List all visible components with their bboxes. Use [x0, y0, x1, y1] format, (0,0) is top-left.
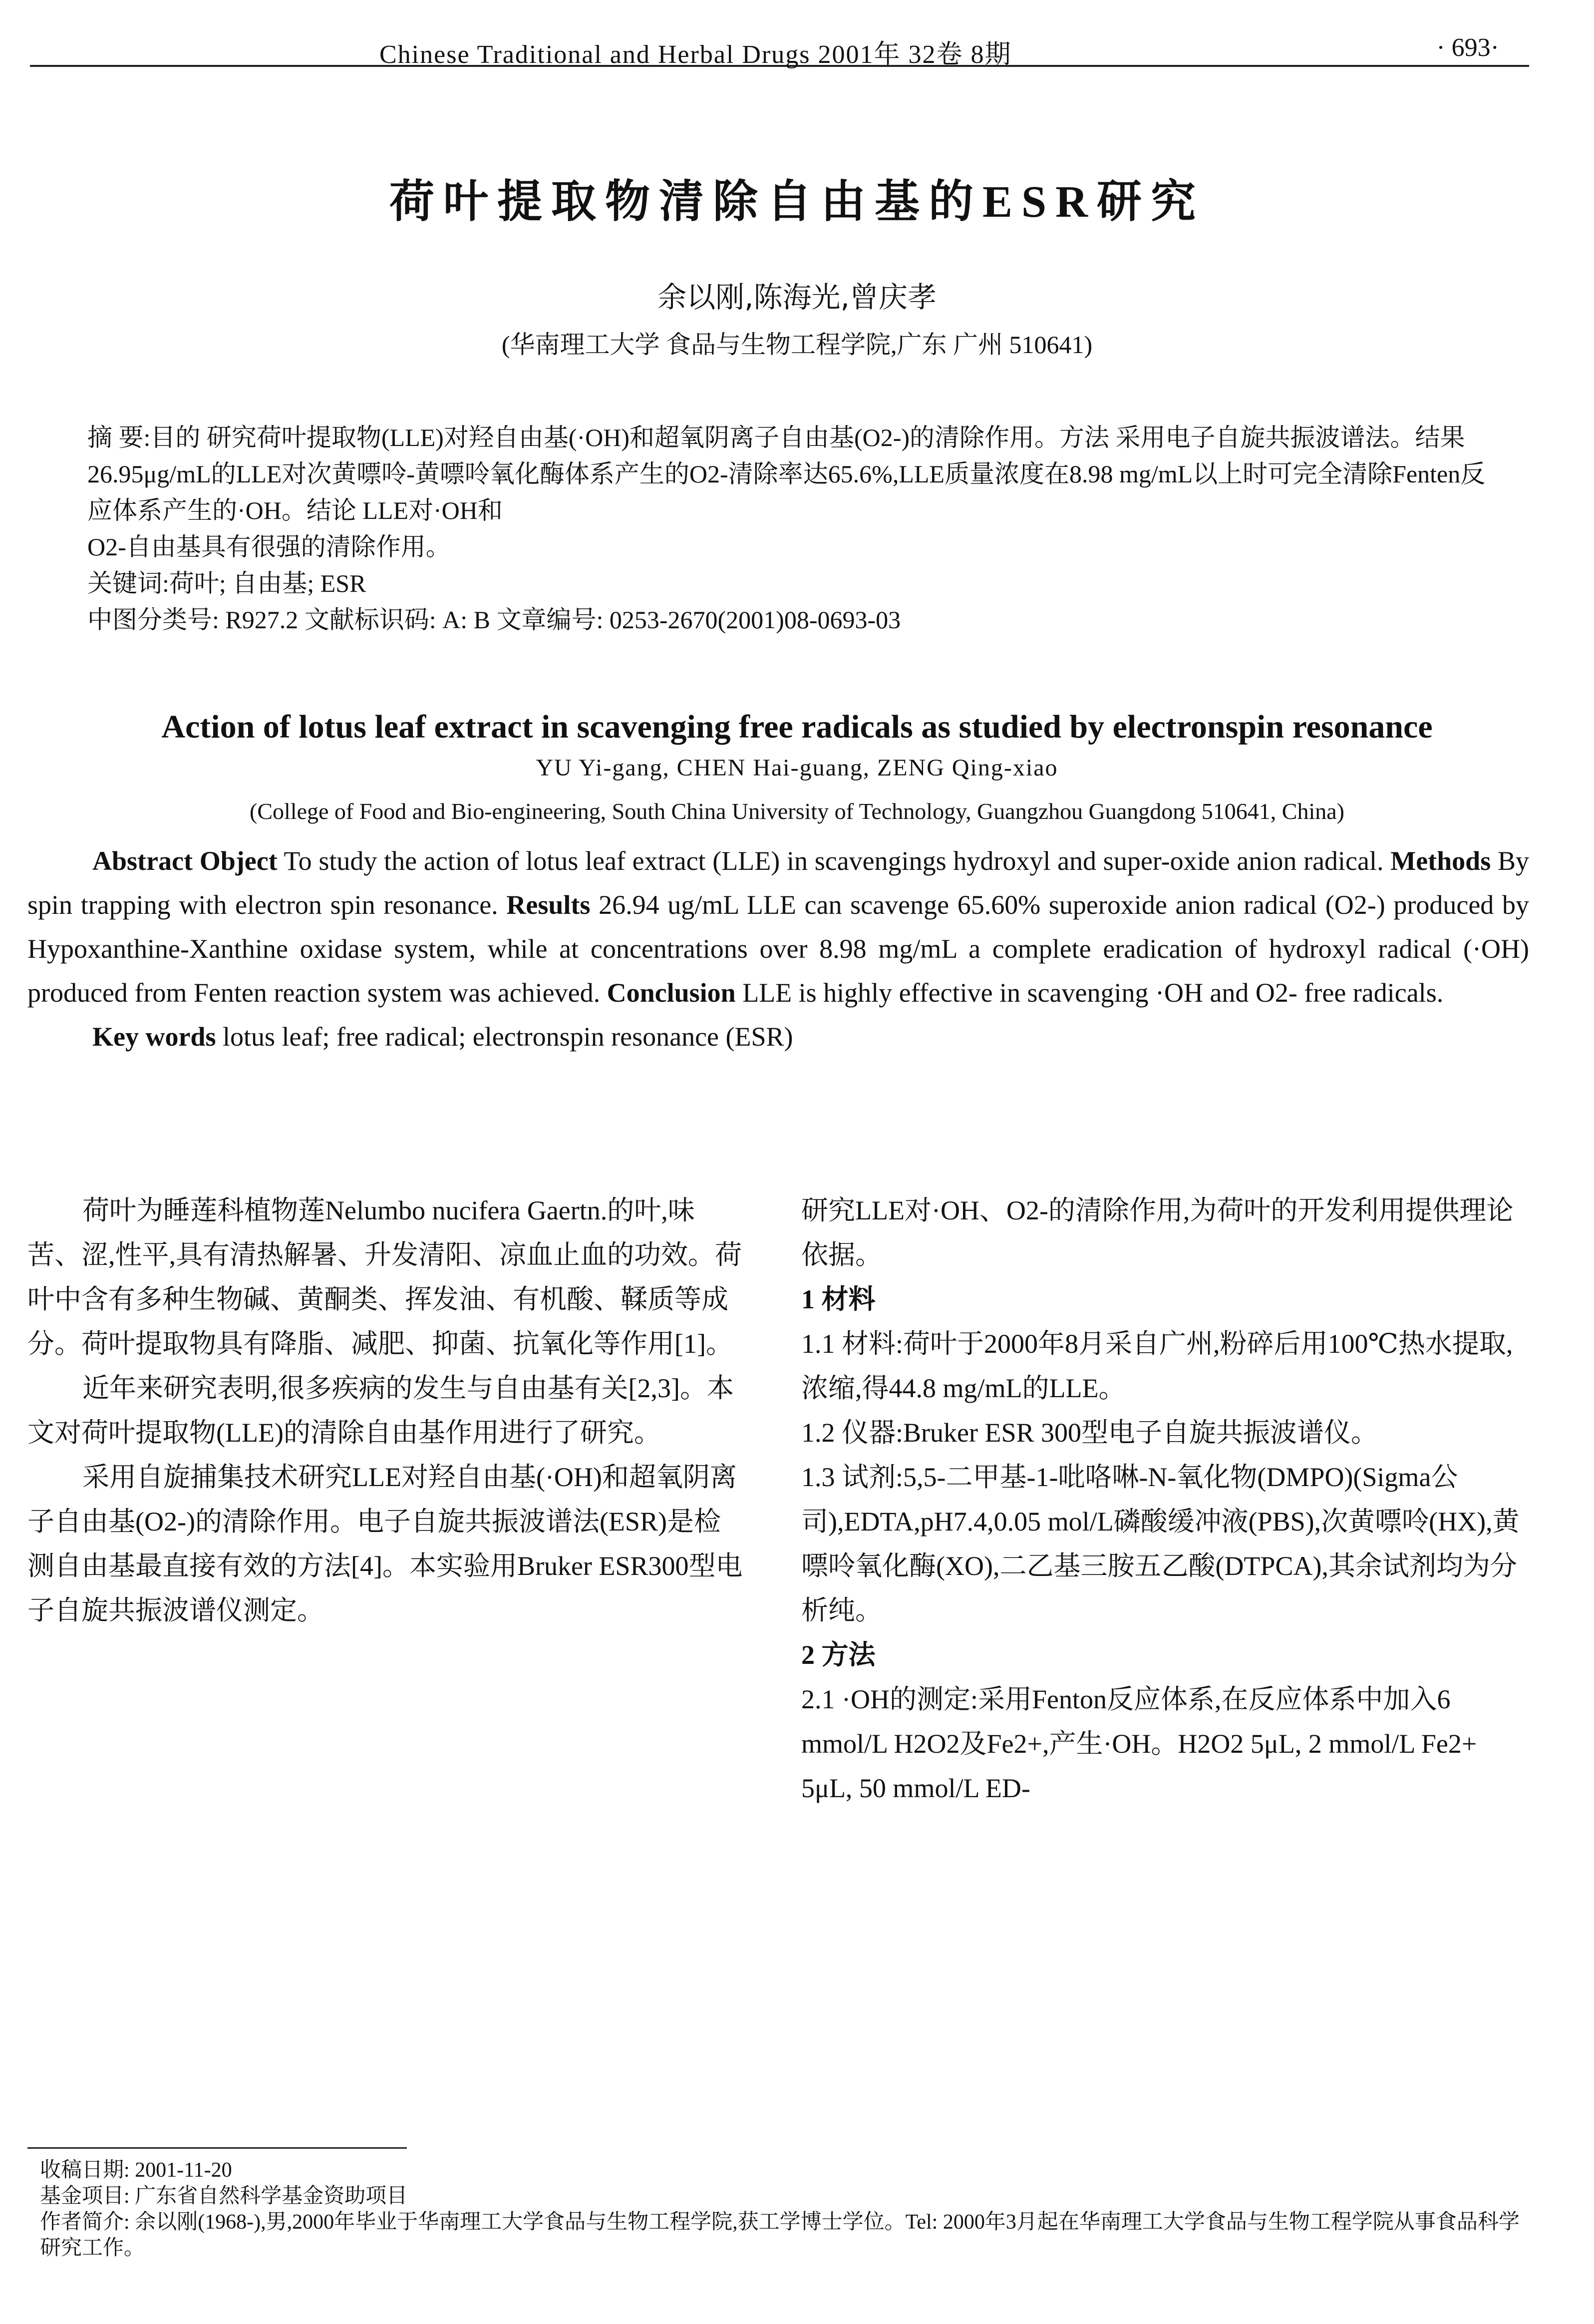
conclusion-label: Conclusion	[607, 978, 736, 1008]
footnote-author: 作者简介: 余以刚(1968-),男,2000年毕业于华南理工大学食品与生物工程学院,获工学博士学位。Tel: 2000年3月起在华南理工大学食品与生物工程学院从事食品科学研究工作。	[40, 2211, 1520, 2260]
classification-chinese: 中图分类号: R927.2 文献标识码: A: B 文章编号: 0253-2670(2001)08-0693-03	[87, 606, 901, 634]
abstract-chinese-para-2: O2-自由基具有很强的清除作用。	[87, 533, 451, 561]
title-chinese: 荷叶提取物清除自由基的ESR研究	[389, 177, 1205, 227]
page-number: · 693·	[1436, 33, 1499, 62]
body-column-right	[801, 1188, 1530, 1811]
body-paragraph: 1.3 试剂:5,5-二甲基-1-吡咯啉-N-氧化物(DMPO)(Sigma公司),EDTA,pH7.4,0.05 mol/L磷酸缓冲液(PBS),次黄嘌呤(HX),黄嘌呤氧化酶(XO),二乙基三胺五乙酸(DTPCA),其余试剂均为分析纯。	[801, 1462, 1520, 1625]
abstract-label: Abstract	[92, 846, 193, 876]
authors-chinese: 余以刚,陈海光,曾庆孝	[657, 280, 937, 314]
body-paragraph: 采用自旋捕集技术研究LLE对羟自由基(·OH)和超氧阴离子自由基(O2-)的清除作用。电子自旋共振波谱法(ESR)是检测自由基最直接有效的方法[4]。本实验用Bruker ESR300型电子自旋共振波谱仪测定。	[27, 1462, 743, 1625]
object-label: Object	[199, 846, 278, 876]
section-heading: 1 材料	[801, 1284, 876, 1314]
footnotes	[40, 2157, 1529, 2261]
conclusion-text: LLE is highly effective in scavenging ·OH and O2- free radicals.	[742, 978, 1444, 1008]
body-paragraph: 研究LLE对·OH、O2-的清除作用,为荷叶的开发利用提供理论依据。	[801, 1195, 1514, 1270]
body-paragraph: 1.1 材料:荷叶于2000年8月采自广州,粉碎后用100℃热水提取,浓缩,得44.8 mg/mL的LLE。	[801, 1329, 1513, 1403]
running-head	[30, 30, 1529, 67]
body-paragraph: 2.1 ·OH的测定:采用Fenton反应体系,在反应体系中加入6 mmol/L H2O2及Fe2+,产生·OH。H2O2 5μL, 2 mmol/L Fe2+ 5μL, 50 mmol/L ED-	[801, 1684, 1477, 1803]
section-heading: 2 方法	[801, 1640, 876, 1670]
abstract-chinese-para-1: 摘 要:目的 研究荷叶提取物(LLE)对羟自由基(·OH)和超氧阴离子自由基(O2-)的清除作用。方法 采用电子自旋共振波谱法。结果 26.95μg/mL的LLE对次黄嘌呤-黄嘌呤氧化酶体系产生的O2-清除率达65.6%,LLE质量浓度在8.98 mg/mL以上时可完全清除Fenten反应体系产生的·OH。结论 LLE对·OH和	[87, 423, 1486, 524]
abstract-chinese	[87, 419, 1499, 638]
object-text: To study the action of lotus leaf extract (LLE) in scavengings hydroxyl and super-oxide anion radical.	[284, 846, 1384, 876]
journal-name: Chinese Traditional and Herbal Drugs 2001年 32卷 8期	[379, 40, 1012, 69]
footnote-divider	[27, 2147, 407, 2149]
body-paragraph: 荷叶为睡莲科植物莲Nelumbo nucifera Gaertn.的叶,味苦、涩,性平,具有清热解暑、升发清阳、凉血止血的功效。荷叶中含有多种生物碱、黄酮类、挥发油、有机酸、鞣质等成分。荷叶提取物具有降脂、减肥、抑菌、抗氧化等作用[1]。	[27, 1195, 742, 1359]
keywords-english	[27, 1015, 1529, 1059]
abstract-english	[27, 839, 1529, 1059]
results-label: Results	[506, 890, 591, 920]
keywords-text: lotus leaf; free radical; electronspin resonance (ESR)	[222, 1022, 793, 1052]
body-paragraph: 1.2 仪器:Bruker ESR 300型电子自旋共振波谱仪。	[801, 1418, 1378, 1448]
footnote-received: 收稿日期: 2001-11-20	[40, 2159, 232, 2182]
footnote-funding: 基金项目: 广东省自然科学基金资助项目	[40, 2185, 408, 2208]
keywords-chinese: 关键词:荷叶; 自由基; ESR	[87, 569, 366, 597]
keywords-label: Key words	[92, 1022, 216, 1052]
body-column-left	[27, 1188, 746, 1633]
body-paragraph: 近年来研究表明,很多疾病的发生与自由基有关[2,3]。本文对荷叶提取物(LLE)的清除自由基作用进行了研究。	[27, 1373, 734, 1448]
title-english: Action of lotus leaf extract in scavenging free radicals as studied by electronspin resonance	[161, 709, 1433, 745]
methods-label: Methods	[1390, 846, 1491, 876]
methods-text: By spin trapping with electron spin resonance.	[27, 846, 1530, 920]
authors-english: YU Yi-gang, CHEN Hai-guang, ZENG Qing-xiao	[536, 755, 1058, 781]
affiliation-chinese: (华南理工大学 食品与生物工程学院,广东 广州 510641)	[501, 331, 1093, 359]
results-text: 26.94 ug/mL LLE can scavenge 65.60% superoxide anion radical (O2-) produced by Hypoxanthine-Xanthine oxidase system, while at concentrations over 8.98 mg/mL a complete eradication of hydroxyl radical (·OH) produced from Fenten reaction system was achieved.	[27, 890, 1529, 1008]
abstract-english-body	[27, 839, 1529, 1015]
affiliation-english: (College of Food and Bio-engineering, South China University of Technology, Guangzhou Guangdong 510641, China)	[250, 798, 1344, 824]
